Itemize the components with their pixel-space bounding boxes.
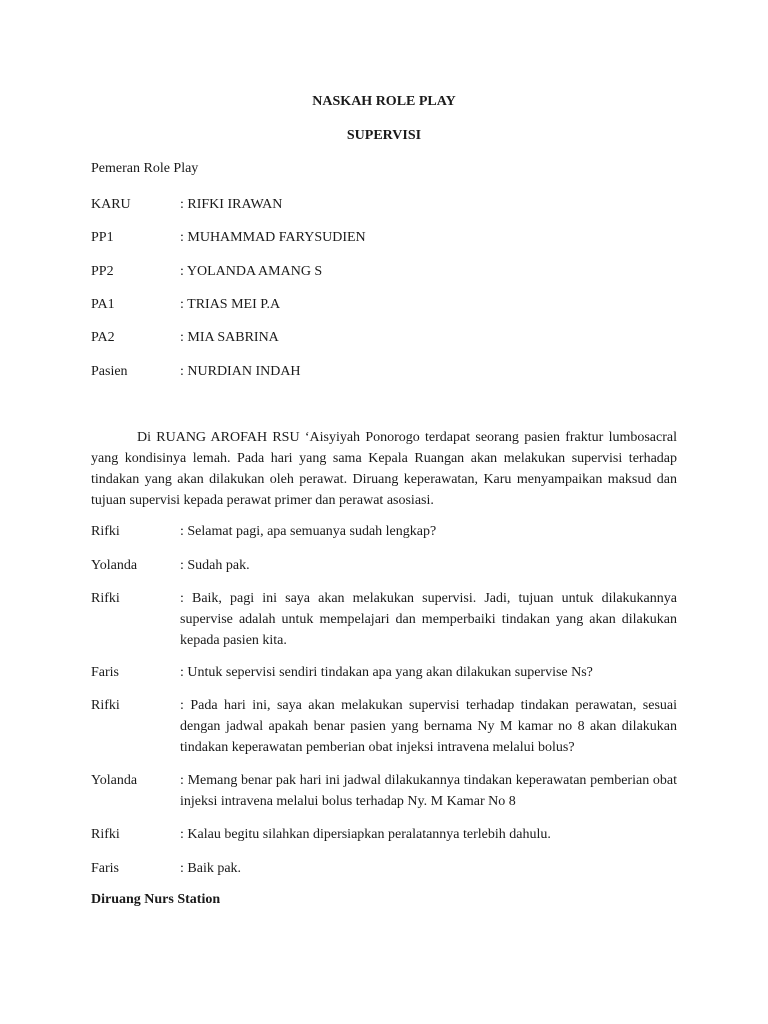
dialogue-text: : Selamat pagi, apa semuanya sudah lengkap? [180,524,437,539]
cast-name: : MUHAMMAD FARYSUDIEN [180,230,366,245]
dialogue-line [91,555,677,576]
dialogue-text: : Memang benar pak hari ini jadwal dilakukannya tindakan keperawatan pemberian obat injeksi intravena melalui bolus terhadap Ny. M Kamar No 8 [180,773,677,809]
document-title: NASKAH ROLE PLAY [312,94,456,109]
dialogue-text: : Baik pak. [180,861,242,876]
dialogue-line [91,588,677,651]
speaker-name: Rifki [91,698,120,713]
cast-name: : NURDIAN INDAH [180,364,301,379]
dialogue-text: : Kalau begitu silahkan dipersiapkan peralatannya terlebih dahulu. [180,827,551,842]
speaker-name: Rifki [91,524,120,539]
speaker-name: Rifki [91,827,120,842]
dialogue-line [91,770,677,812]
cast-row [91,294,677,315]
dialogue-text: : Untuk sepervisi sendiri tindakan apa yang akan dilakukan supervise Ns? [180,665,593,680]
speaker-name: Yolanda [91,558,138,573]
speaker-name: Faris [91,861,119,876]
dialogue-line [91,858,677,879]
dialogue-text: : Sudah pak. [180,558,250,573]
cast-row [91,261,677,282]
cast-row [91,327,677,348]
cast-role: PA2 [91,330,115,345]
document-subtitle: SUPERVISI [346,128,422,143]
cast-row [91,361,677,382]
cast-name: : RIFKI IRAWAN [180,197,283,212]
intro-paragraph: Di RUANG AROFAH RSU ‘Aisyiyah Ponorogo terdapat seorang pasien fraktur lumbosacral yang kondisinya lemah. Pada hari yang sama Kepala Ruangan akan melakukan supervisi terhadap tindakan yang akan dilakukan oleh perawat. Diruang keperawatan, Karu menyampaikan maksud dan tujuan supervisi kepada perawat primer dan perawat asosiasi. [91,430,677,508]
cast-row [91,194,677,215]
dialogue-line [91,662,677,683]
cast-role: KARU [91,197,131,212]
dialogue-line [91,824,677,845]
speaker-name: Yolanda [91,773,138,788]
cast-heading: Pemeran Role Play [91,161,199,176]
cast-role: PP2 [91,264,114,279]
cast-role: Pasien [91,364,128,379]
speaker-name: Faris [91,665,119,680]
cast-role: PP1 [91,230,114,245]
cast-name: : TRIAS MEI P.A [180,297,281,312]
cast-name: : MIA SABRINA [180,330,279,345]
cast-name: : YOLANDA AMANG S [180,264,323,279]
dialogue-line [91,521,677,542]
section-heading: Diruang Nurs Station [91,892,221,907]
cast-row [91,227,677,248]
speaker-name: Rifki [91,591,120,606]
dialogue-line [91,695,677,758]
cast-role: PA1 [91,297,115,312]
dialogue-text: : Baik, pagi ini saya akan melakukan supervisi. Jadi, tujuan untuk dilakukannya supervise adalah untuk mempelajari dan memperbaiki tindakan yang akan dilakukan kepada pasien kita. [180,591,677,648]
dialogue-text: : Pada hari ini, saya akan melakukan supervisi terhadap tindakan perawatan, sesuai dengan jadwal apakah benar pasien yang bernama Ny M kamar no 8 akan dilakukan tindakan keperawatan pemberian obat injeksi intravena melalui bolus? [180,698,677,755]
